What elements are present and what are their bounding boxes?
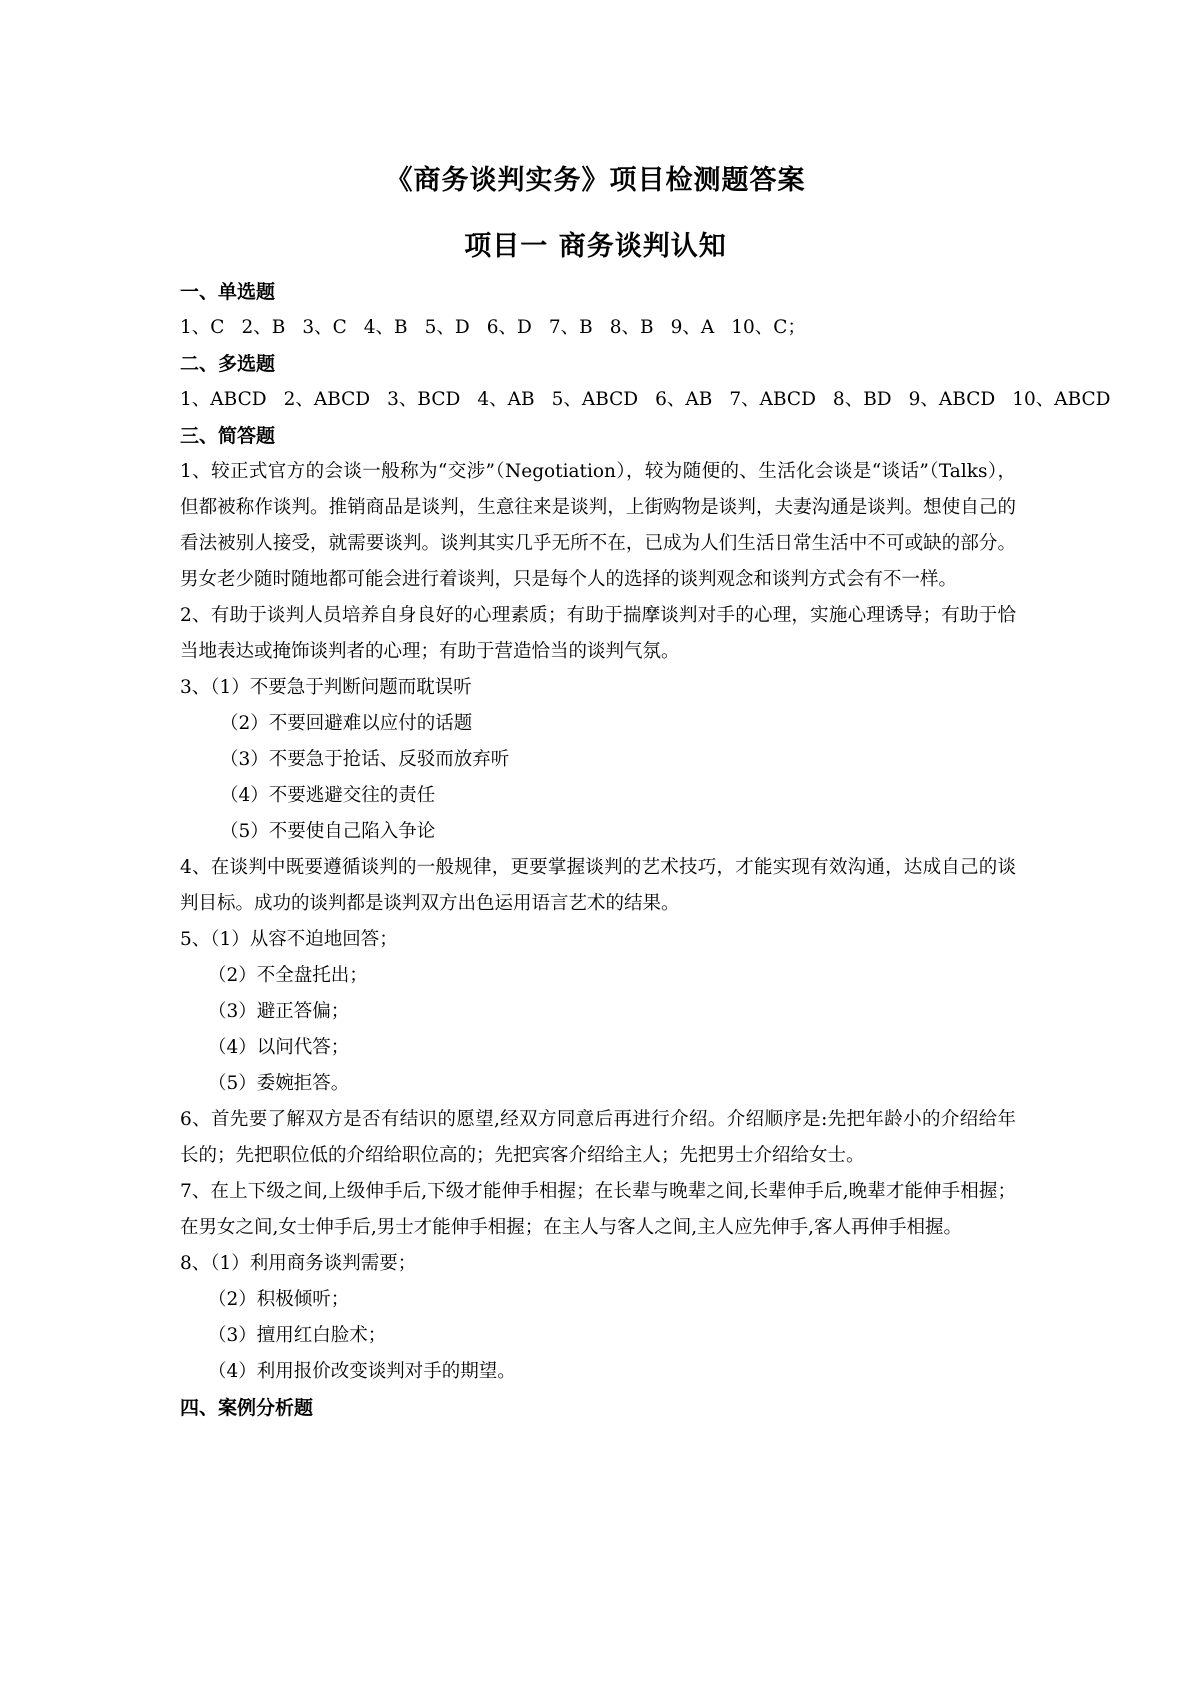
short-answer-3-line: （5）不要使自己陷入争论 (220, 821, 436, 842)
answer-item: 8、BD (832, 389, 892, 410)
answer-item: 8、B (609, 317, 654, 338)
document-title: 《商务谈判实务》项目检测题答案 (385, 165, 806, 196)
short-answer-3-line: （2）不要回避难以应付的话题 (220, 713, 473, 734)
answer-item: 4、B (363, 317, 408, 338)
answer-item: 4、AB (477, 389, 535, 410)
answer-item: 9、A (670, 317, 715, 338)
answer-item: 2、ABCD (283, 389, 371, 410)
short-answer-5-line: 5、（1）从容不迫地回答； (180, 929, 398, 950)
answer-item: 7、B (548, 317, 593, 338)
short-answer-8-line: （3）擅用红白脸术； (208, 1325, 387, 1346)
short-answer-5-line: （3）避正答偏； (208, 1001, 350, 1022)
short-answer-8-line: （4）利用报价改变谈判对手的期望。 (208, 1361, 516, 1382)
short-answer-5-line: （5）委婉拒答。 (208, 1073, 350, 1094)
document-subtitle: 项目一 商务谈判认知 (464, 231, 727, 262)
short-answer-3-line: （3）不要急于抢话、反驳而放弃听 (220, 749, 510, 770)
single-choice-answers (180, 310, 1016, 346)
answer-item: 6、D (486, 317, 532, 338)
answer-item: 7、ABCD (729, 389, 816, 410)
answer-item: 5、ABCD (551, 389, 639, 410)
short-answer-7: 7、在上下级之间,上级伸手后,下级才能伸手相握；在长辈与晚辈之间,长辈伸手后,晚辈才能伸手相握；在男女之间,女士伸手后,男士才能伸手相握；在主人与客人之间,主人应先伸手,客人再伸手相握。 (180, 1181, 1016, 1238)
answer-item: 9、ABCD (908, 389, 996, 410)
answer-item: 5、D (424, 317, 470, 338)
section-heading-multi-choice: 二、多选题 (180, 353, 276, 375)
section-heading-short-answer: 三、简答题 (180, 425, 276, 447)
answer-item: 3、BCD (387, 389, 461, 410)
answer-item: 10、ABCD (1012, 389, 1111, 410)
short-answer-5-line: （4）以问代答； (208, 1037, 350, 1058)
document-body (180, 274, 1111, 1426)
short-answer-8-line: 8、（1）利用商务谈判需要； (180, 1253, 417, 1274)
answer-item: 2、B (241, 317, 286, 338)
short-answer-4: 4、在谈判中既要遵循谈判的一般规律，更要掌握谈判的艺术技巧，才能实现有效沟通，达成自己的谈判目标。成功的谈判都是谈判双方出色运用语言艺术的结果。 (180, 857, 1016, 914)
short-answer-6: 6、首先要了解双方是否有结识的愿望,经双方同意后再进行介绍。介绍顺序是:先把年龄小的介绍给年长的；先把职位低的介绍给职位高的；先把宾客介绍给主人；先把男士介绍给女士。 (180, 1109, 1016, 1166)
answer-item: 6、AB (655, 389, 713, 410)
multi-choice-answers (180, 382, 1111, 418)
section-heading-single-choice: 一、单选题 (180, 281, 276, 303)
answer-item: 1、ABCD (180, 389, 267, 410)
section-heading-case-analysis: 四、案例分析题 (180, 1397, 314, 1419)
answer-item: 1、C (180, 317, 225, 338)
short-answer-5-line: （2）不全盘托出； (208, 965, 368, 986)
short-answer-2: 2、有助于谈判人员培养自身良好的心理素质；有助于揣摩谈判对手的心理，实施心理诱导；有助于恰当地表达或掩饰谈判者的心理；有助于营造恰当的谈判气氛。 (180, 605, 1016, 662)
answer-item: 3、C (302, 317, 347, 338)
answer-item: 10、C； (731, 317, 806, 338)
short-answer-3-line: （4）不要逃避交往的责任 (220, 785, 436, 806)
short-answer-3-line: 3、（1）不要急于判断问题而耽误听 (180, 677, 472, 698)
short-answer-1: 1、较正式官方的会谈一般称为“交涉”（Negotiation），较为随便的、生活化会谈是“谈话”（Talks），但都被称作谈判。推销商品是谈判，生意往来是谈判，上街购物是谈判，夫妻沟通是谈判。想使自己的看法被别人接受，就需要谈判。谈判其实几乎无所不在，已成为人们生活日常生活中不可或缺的部分。男女老少随时随地都可能会进行着谈判，只是每个人的选择的谈判观念和谈判方式会有不一样。 (180, 461, 1016, 590)
short-answer-8-line: （2）积极倾听； (208, 1289, 350, 1310)
